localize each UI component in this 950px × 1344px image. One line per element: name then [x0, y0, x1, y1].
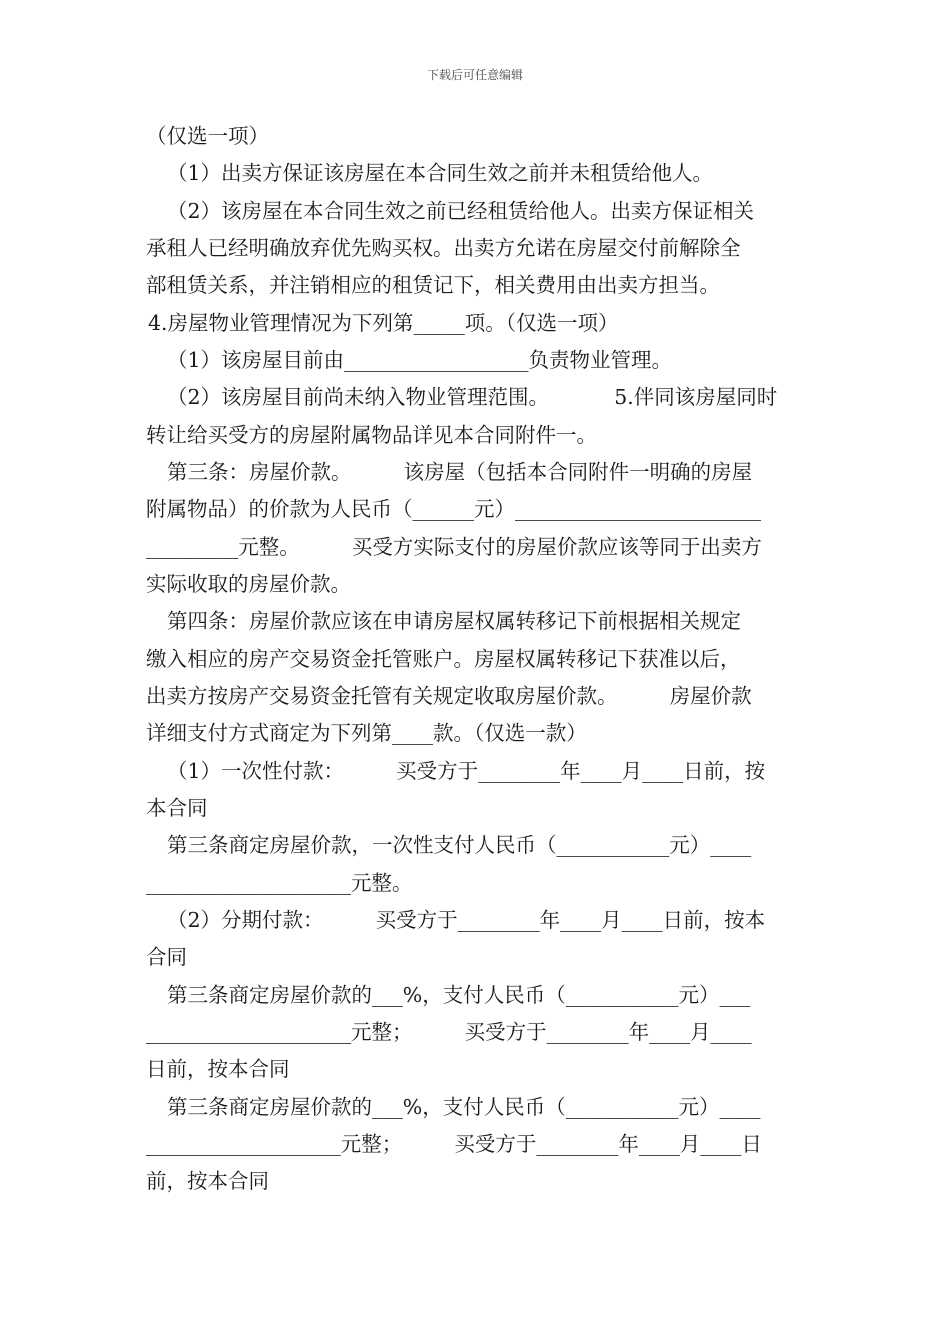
text-line: 合同	[146, 945, 187, 969]
text-line: ____________________元整。	[146, 871, 413, 895]
text-line: 前，按本合同	[146, 1169, 269, 1193]
text-line: （2）该房屋目前尚未纳入物业管理范围。 5.伴同该房屋同时	[167, 385, 778, 409]
text-line: （1）该房屋目前由__________________负责物业管理。	[167, 348, 673, 372]
text-line: 第三条商定房屋价款的___%，支付人民币（___________元）___	[167, 983, 751, 1007]
text-line: 第三条：房屋价款。 该房屋（包括本合同附件一明确的房屋	[167, 460, 753, 484]
text-line: 缴入相应的房产交易资金托管账户。房屋权属转移记下获准以后，	[146, 647, 741, 671]
text-line: 出卖方按房产交易资金托管有关规定收取房屋价款。 房屋价款	[146, 684, 752, 708]
text-line: 本合同	[146, 796, 208, 820]
text-line: 日前，按本合同	[146, 1057, 290, 1081]
text-line: （1）出卖方保证该房屋在本合同生效之前并未租赁给他人。	[167, 161, 714, 185]
text-line: 4.房屋物业管理情况为下列第_____项。（仅选一项）	[148, 311, 619, 335]
text-line: （1）一次性付款： 买受方于________年____月____日前，按	[167, 759, 766, 783]
text-line: 第三条商定房屋价款的___%，支付人民币（___________元）____	[167, 1095, 761, 1119]
text-line: （2）分期付款： 买受方于________年____月____日前，按本	[167, 908, 766, 932]
text-line: _________元整。 买受方实际支付的房屋价款应该等同于出卖方	[146, 535, 762, 559]
text-line: 第三条商定房屋价款，一次性支付人民币（___________元）____	[167, 833, 752, 857]
text-line: （仅选一项）	[146, 124, 269, 148]
text-line: 第四条：房屋价款应该在申请房屋权属转移记下前根据相关规定	[167, 609, 741, 633]
text-line: ____________________元整； 买受方于________年____月____	[146, 1020, 752, 1044]
text-line: 部租赁关系，并注销相应的租赁记下，相关费用由出卖方担当。	[146, 273, 720, 297]
text-line: 实际收取的房屋价款。	[146, 572, 351, 596]
text-line: 详细支付方式商定为下列第____款。（仅选一款）	[146, 721, 587, 745]
text-line: （2）该房屋在本合同生效之前已经租赁给他人。出卖方保证相关	[167, 199, 755, 223]
text-line: 转让给买受方的房屋附属物品详见本合同附件一。	[146, 423, 597, 447]
page-header: 下载后可任意编辑	[426, 68, 523, 82]
text-line: 承租人已经明确放弃优先购买权。出卖方允诺在房屋交付前解除全	[146, 236, 741, 260]
text-line: ___________________元整； 买受方于________年____月____日	[146, 1132, 762, 1156]
text-line: 附属物品）的价款为人民币（______元）________________________	[146, 497, 761, 521]
